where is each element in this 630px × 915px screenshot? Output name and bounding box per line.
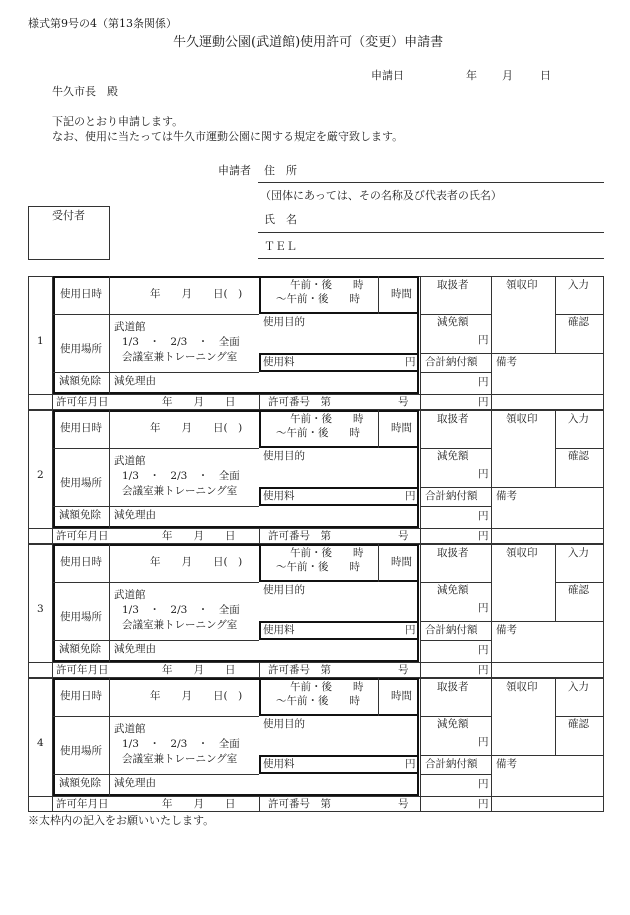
reduction-exemption-label: 減額免除 — [59, 643, 101, 655]
purpose-label: 使用目的 — [263, 718, 305, 730]
permit-date-label: 許可年月日 — [56, 396, 109, 408]
facility-name: 武道館 — [114, 321, 146, 333]
yen-label: 円 — [478, 736, 489, 748]
time-to-field: ～午前・後 時 — [276, 561, 360, 573]
name-label: 氏 名 — [264, 213, 297, 226]
yen-label: 円 — [478, 530, 489, 542]
go-label: 号 — [398, 396, 409, 408]
yen-label: 円 — [405, 758, 416, 770]
permit-date-field: 年 月 日 — [162, 664, 236, 676]
permit-number-label: 許可番号 第 — [268, 798, 331, 810]
usage-fee-label: 使用料 — [263, 356, 295, 368]
remarks-label: 備考 — [496, 356, 517, 368]
purpose-label: 使用目的 — [263, 450, 305, 462]
facility-options: 1/3 ・ 2/3 ・ 全面 — [122, 470, 240, 482]
receipt-seal-label: 領収印 — [506, 547, 538, 559]
time-to-field: ～午前・後 時 — [276, 427, 360, 439]
permit-date-label: 許可年月日 — [56, 530, 109, 542]
input-label: 入力 — [568, 279, 589, 291]
reduction-amount-label: 減免額 — [437, 584, 469, 596]
input-label: 入力 — [568, 681, 589, 693]
usage-place-label: 使用場所 — [60, 477, 102, 489]
confirm-label: 確認 — [568, 584, 589, 596]
facility-options: 1/3 ・ 2/3 ・ 全面 — [122, 604, 240, 616]
application-block — [28, 276, 604, 410]
usage-date-field: 年 月 日( ) — [150, 422, 243, 434]
total-payment-label: 合計納付額 — [425, 490, 478, 502]
row-number: 3 — [37, 603, 44, 615]
confirm-label: 確認 — [568, 450, 589, 462]
yen-label: 円 — [478, 510, 489, 522]
time-from-field: 午前・後 時 — [290, 547, 364, 559]
go-label: 号 — [398, 530, 409, 542]
permit-number-label: 許可番号 第 — [268, 530, 331, 542]
date-year-label: 年 — [466, 69, 477, 82]
hours-label: 時間 — [391, 422, 412, 434]
permit-date-field: 年 月 日 — [162, 798, 236, 810]
hours-label: 時間 — [391, 556, 412, 568]
handler-label: 取扱者 — [437, 547, 469, 559]
usage-datetime-label: 使用日時 — [60, 690, 102, 702]
handler-label: 取扱者 — [437, 681, 469, 693]
tel-label: ＴＥＬ — [264, 240, 297, 253]
usage-datetime-label: 使用日時 — [60, 422, 102, 434]
page-title: 牛久運動公園(武道館)使用許可（変更）申請書 — [173, 35, 444, 50]
date-day-label: 日 — [540, 69, 551, 82]
reduction-reason-label: 減免理由 — [114, 777, 156, 789]
total-payment-label: 合計納付額 — [425, 356, 478, 368]
yen-label: 円 — [405, 624, 416, 636]
handler-label: 取扱者 — [437, 413, 469, 425]
time-from-field: 午前・後 時 — [290, 279, 364, 291]
intro-line-1: 下記のとおり申請します。 — [52, 115, 184, 128]
facility-name: 武道館 — [114, 723, 146, 735]
yen-label: 円 — [478, 664, 489, 676]
facility-name: 武道館 — [114, 455, 146, 467]
total-payment-label: 合計納付額 — [425, 758, 478, 770]
footer-note: ※太枠内の記入をお願いいたします。 — [28, 814, 215, 827]
usage-fee-label: 使用料 — [263, 490, 295, 502]
facility-room: 会議室兼トレーニング室 — [122, 351, 238, 363]
usage-datetime-label: 使用日時 — [60, 288, 102, 300]
reduction-amount-label: 減免額 — [437, 316, 469, 328]
form-number: 様式第9号の4（第13条関係） — [28, 17, 177, 30]
yen-label: 円 — [478, 468, 489, 480]
row-number: 1 — [37, 335, 44, 347]
reduction-amount-label: 減免額 — [437, 718, 469, 730]
yen-label: 円 — [478, 376, 489, 388]
permit-date-field: 年 月 日 — [162, 530, 236, 542]
handler-label: 取扱者 — [437, 279, 469, 291]
receipt-seal-label: 領収印 — [506, 681, 538, 693]
go-label: 号 — [398, 798, 409, 810]
yen-label: 円 — [478, 778, 489, 790]
facility-room: 会議室兼トレーニング室 — [122, 619, 238, 631]
reduction-reason-label: 減免理由 — [114, 643, 156, 655]
facility-options: 1/3 ・ 2/3 ・ 全面 — [122, 738, 240, 750]
application-block — [28, 410, 604, 544]
input-label: 入力 — [568, 413, 589, 425]
go-label: 号 — [398, 664, 409, 676]
purpose-label: 使用目的 — [263, 584, 305, 596]
usage-place-label: 使用場所 — [60, 611, 102, 623]
time-from-field: 午前・後 時 — [290, 681, 364, 693]
yen-label: 円 — [478, 644, 489, 656]
reduction-exemption-label: 減額免除 — [59, 375, 101, 387]
permit-date-label: 許可年月日 — [56, 664, 109, 676]
yen-label: 円 — [405, 490, 416, 502]
facility-room: 会議室兼トレーニング室 — [122, 485, 238, 497]
usage-datetime-label: 使用日時 — [60, 556, 102, 568]
applicant-label: 申請者 — [218, 164, 251, 177]
addressee: 牛久市長 殿 — [52, 85, 118, 98]
permit-date-field: 年 月 日 — [162, 396, 236, 408]
application-date-label: 申請日 — [371, 69, 404, 82]
application-block — [28, 544, 604, 678]
remarks-label: 備考 — [496, 758, 517, 770]
permit-number-label: 許可番号 第 — [268, 664, 331, 676]
facility-name: 武道館 — [114, 589, 146, 601]
usage-fee-label: 使用料 — [263, 758, 295, 770]
receipt-seal-label: 領収印 — [506, 413, 538, 425]
yen-label: 円 — [478, 602, 489, 614]
reduction-reason-label: 減免理由 — [114, 509, 156, 521]
permit-number-label: 許可番号 第 — [268, 396, 331, 408]
intro-line-2: なお、使用に当たっては牛久市運動公園に関する規定を厳守致します。 — [52, 130, 404, 143]
time-to-field: ～午前・後 時 — [276, 695, 360, 707]
remarks-label: 備考 — [496, 624, 517, 636]
usage-date-field: 年 月 日( ) — [150, 288, 243, 300]
time-to-field: ～午前・後 時 — [276, 293, 360, 305]
facility-options: 1/3 ・ 2/3 ・ 全面 — [122, 336, 240, 348]
reduction-amount-label: 減免額 — [437, 450, 469, 462]
yen-label: 円 — [478, 396, 489, 408]
usage-date-field: 年 月 日( ) — [150, 690, 243, 702]
yen-label: 円 — [478, 798, 489, 810]
address-label: 住 所 — [264, 164, 297, 177]
confirm-label: 確認 — [568, 316, 589, 328]
hours-label: 時間 — [391, 690, 412, 702]
purpose-label: 使用目的 — [263, 316, 305, 328]
reduction-exemption-label: 減額免除 — [59, 777, 101, 789]
reduction-reason-label: 減免理由 — [114, 375, 156, 387]
reduction-exemption-label: 減額免除 — [59, 509, 101, 521]
receipt-seal-label: 領収印 — [506, 279, 538, 291]
facility-room: 会議室兼トレーニング室 — [122, 753, 238, 765]
application-block — [28, 678, 604, 812]
total-payment-label: 合計納付額 — [425, 624, 478, 636]
receiver-label: 受付者 — [52, 209, 85, 222]
confirm-label: 確認 — [568, 718, 589, 730]
usage-place-label: 使用場所 — [60, 343, 102, 355]
row-number: 2 — [37, 469, 44, 481]
row-number: 4 — [37, 737, 44, 749]
remarks-label: 備考 — [496, 490, 517, 502]
usage-place-label: 使用場所 — [60, 745, 102, 757]
usage-fee-label: 使用料 — [263, 624, 295, 636]
yen-label: 円 — [405, 356, 416, 368]
organization-note: （団体にあっては、その名称及び代表者の氏名） — [260, 189, 502, 202]
yen-label: 円 — [478, 334, 489, 346]
time-from-field: 午前・後 時 — [290, 413, 364, 425]
hours-label: 時間 — [391, 288, 412, 300]
usage-date-field: 年 月 日( ) — [150, 556, 243, 568]
permit-date-label: 許可年月日 — [56, 798, 109, 810]
date-month-label: 月 — [502, 69, 513, 82]
input-label: 入力 — [568, 547, 589, 559]
